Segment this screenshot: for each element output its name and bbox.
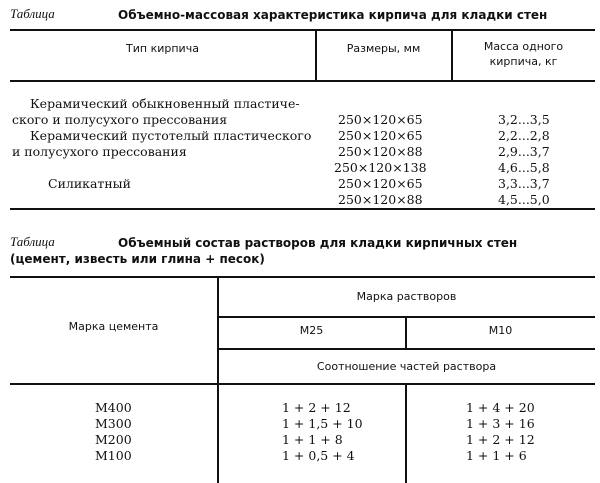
table2-rule-under-grades <box>218 348 595 350</box>
brick-type-line: Керамический обыкновенный пластиче- <box>30 96 300 111</box>
table1-bottom-rule <box>10 208 595 210</box>
ratio-m10: 1 + 3 + 16 <box>466 416 535 431</box>
brick-size: 250×120×65 <box>338 176 423 191</box>
ratio-m10: 1 + 2 + 12 <box>466 432 535 447</box>
brick-mass: 4,5...5,0 <box>498 192 550 207</box>
table2-header-m10: М10 <box>488 324 513 337</box>
table2-rule-under-mortar <box>218 316 595 318</box>
brick-size: 250×120×138 <box>334 160 427 175</box>
table1-header-mass-1: Масса одного <box>483 40 564 53</box>
ratio-m25: 1 + 2 + 12 <box>282 400 351 415</box>
ratio-m25: 1 + 1 + 8 <box>282 432 343 447</box>
brick-mass: 3,3...3,7 <box>498 176 550 191</box>
table1-top-rule <box>10 29 595 31</box>
brick-size: 250×120×88 <box>338 192 423 207</box>
table2-header-cement: Марка цемента <box>68 320 159 333</box>
table1-header-size: Размеры, мм <box>346 42 421 55</box>
table2-header-rule <box>10 383 595 385</box>
table1-header-mass-2: кирпича, кг <box>489 55 558 68</box>
table1-header-rule <box>10 80 595 82</box>
table2-header-m25: М25 <box>299 324 324 337</box>
table1-label: Таблица <box>10 6 55 21</box>
brick-mass: 3,2...3,5 <box>498 112 550 127</box>
table2-col-divider-cement <box>217 276 219 483</box>
brick-type-line: Керамический пустотелый пластического <box>30 128 312 143</box>
ratio-m10: 1 + 1 + 6 <box>466 448 527 463</box>
table2-title-line1: Объемный состав растворов для кладки кирпичных стен <box>118 236 518 250</box>
table2-title-line2: (цемент, известь или глина + песок) <box>10 252 265 266</box>
table2-label: Таблица <box>10 234 55 249</box>
cement-grade: М100 <box>95 448 132 463</box>
brick-size: 250×120×65 <box>338 128 423 143</box>
table2-header-ratio: Соотношение частей раствора <box>316 360 497 373</box>
ratio-m10: 1 + 4 + 20 <box>466 400 535 415</box>
ratio-m25: 1 + 1,5 + 10 <box>282 416 363 431</box>
ratio-m25: 1 + 0,5 + 4 <box>282 448 355 463</box>
brick-mass: 2,9...3,7 <box>498 144 550 159</box>
table1-header-type: Тип кирпича <box>126 42 199 55</box>
brick-type-line: и полусухого прессования <box>12 144 187 159</box>
brick-size: 250×120×65 <box>338 112 423 127</box>
brick-type-line: Силикатный <box>48 176 131 191</box>
table2-col-divider-values <box>405 383 407 483</box>
table2-header-mortar: Марка растворов <box>356 290 457 303</box>
cement-grade: М400 <box>95 400 132 415</box>
brick-type-line: ского и полусухого прессования <box>12 112 228 127</box>
cement-grade: М200 <box>95 432 132 447</box>
table1-title: Объемно-массовая характеристика кирпича для кладки стен <box>118 8 548 22</box>
table2-top-rule <box>10 276 595 278</box>
brick-size: 250×120×88 <box>338 144 423 159</box>
brick-mass: 4,6...5,8 <box>498 160 550 175</box>
cement-grade: М300 <box>95 416 132 431</box>
table1-col-divider-1 <box>315 29 317 82</box>
brick-mass: 2,2...2,8 <box>498 128 550 143</box>
